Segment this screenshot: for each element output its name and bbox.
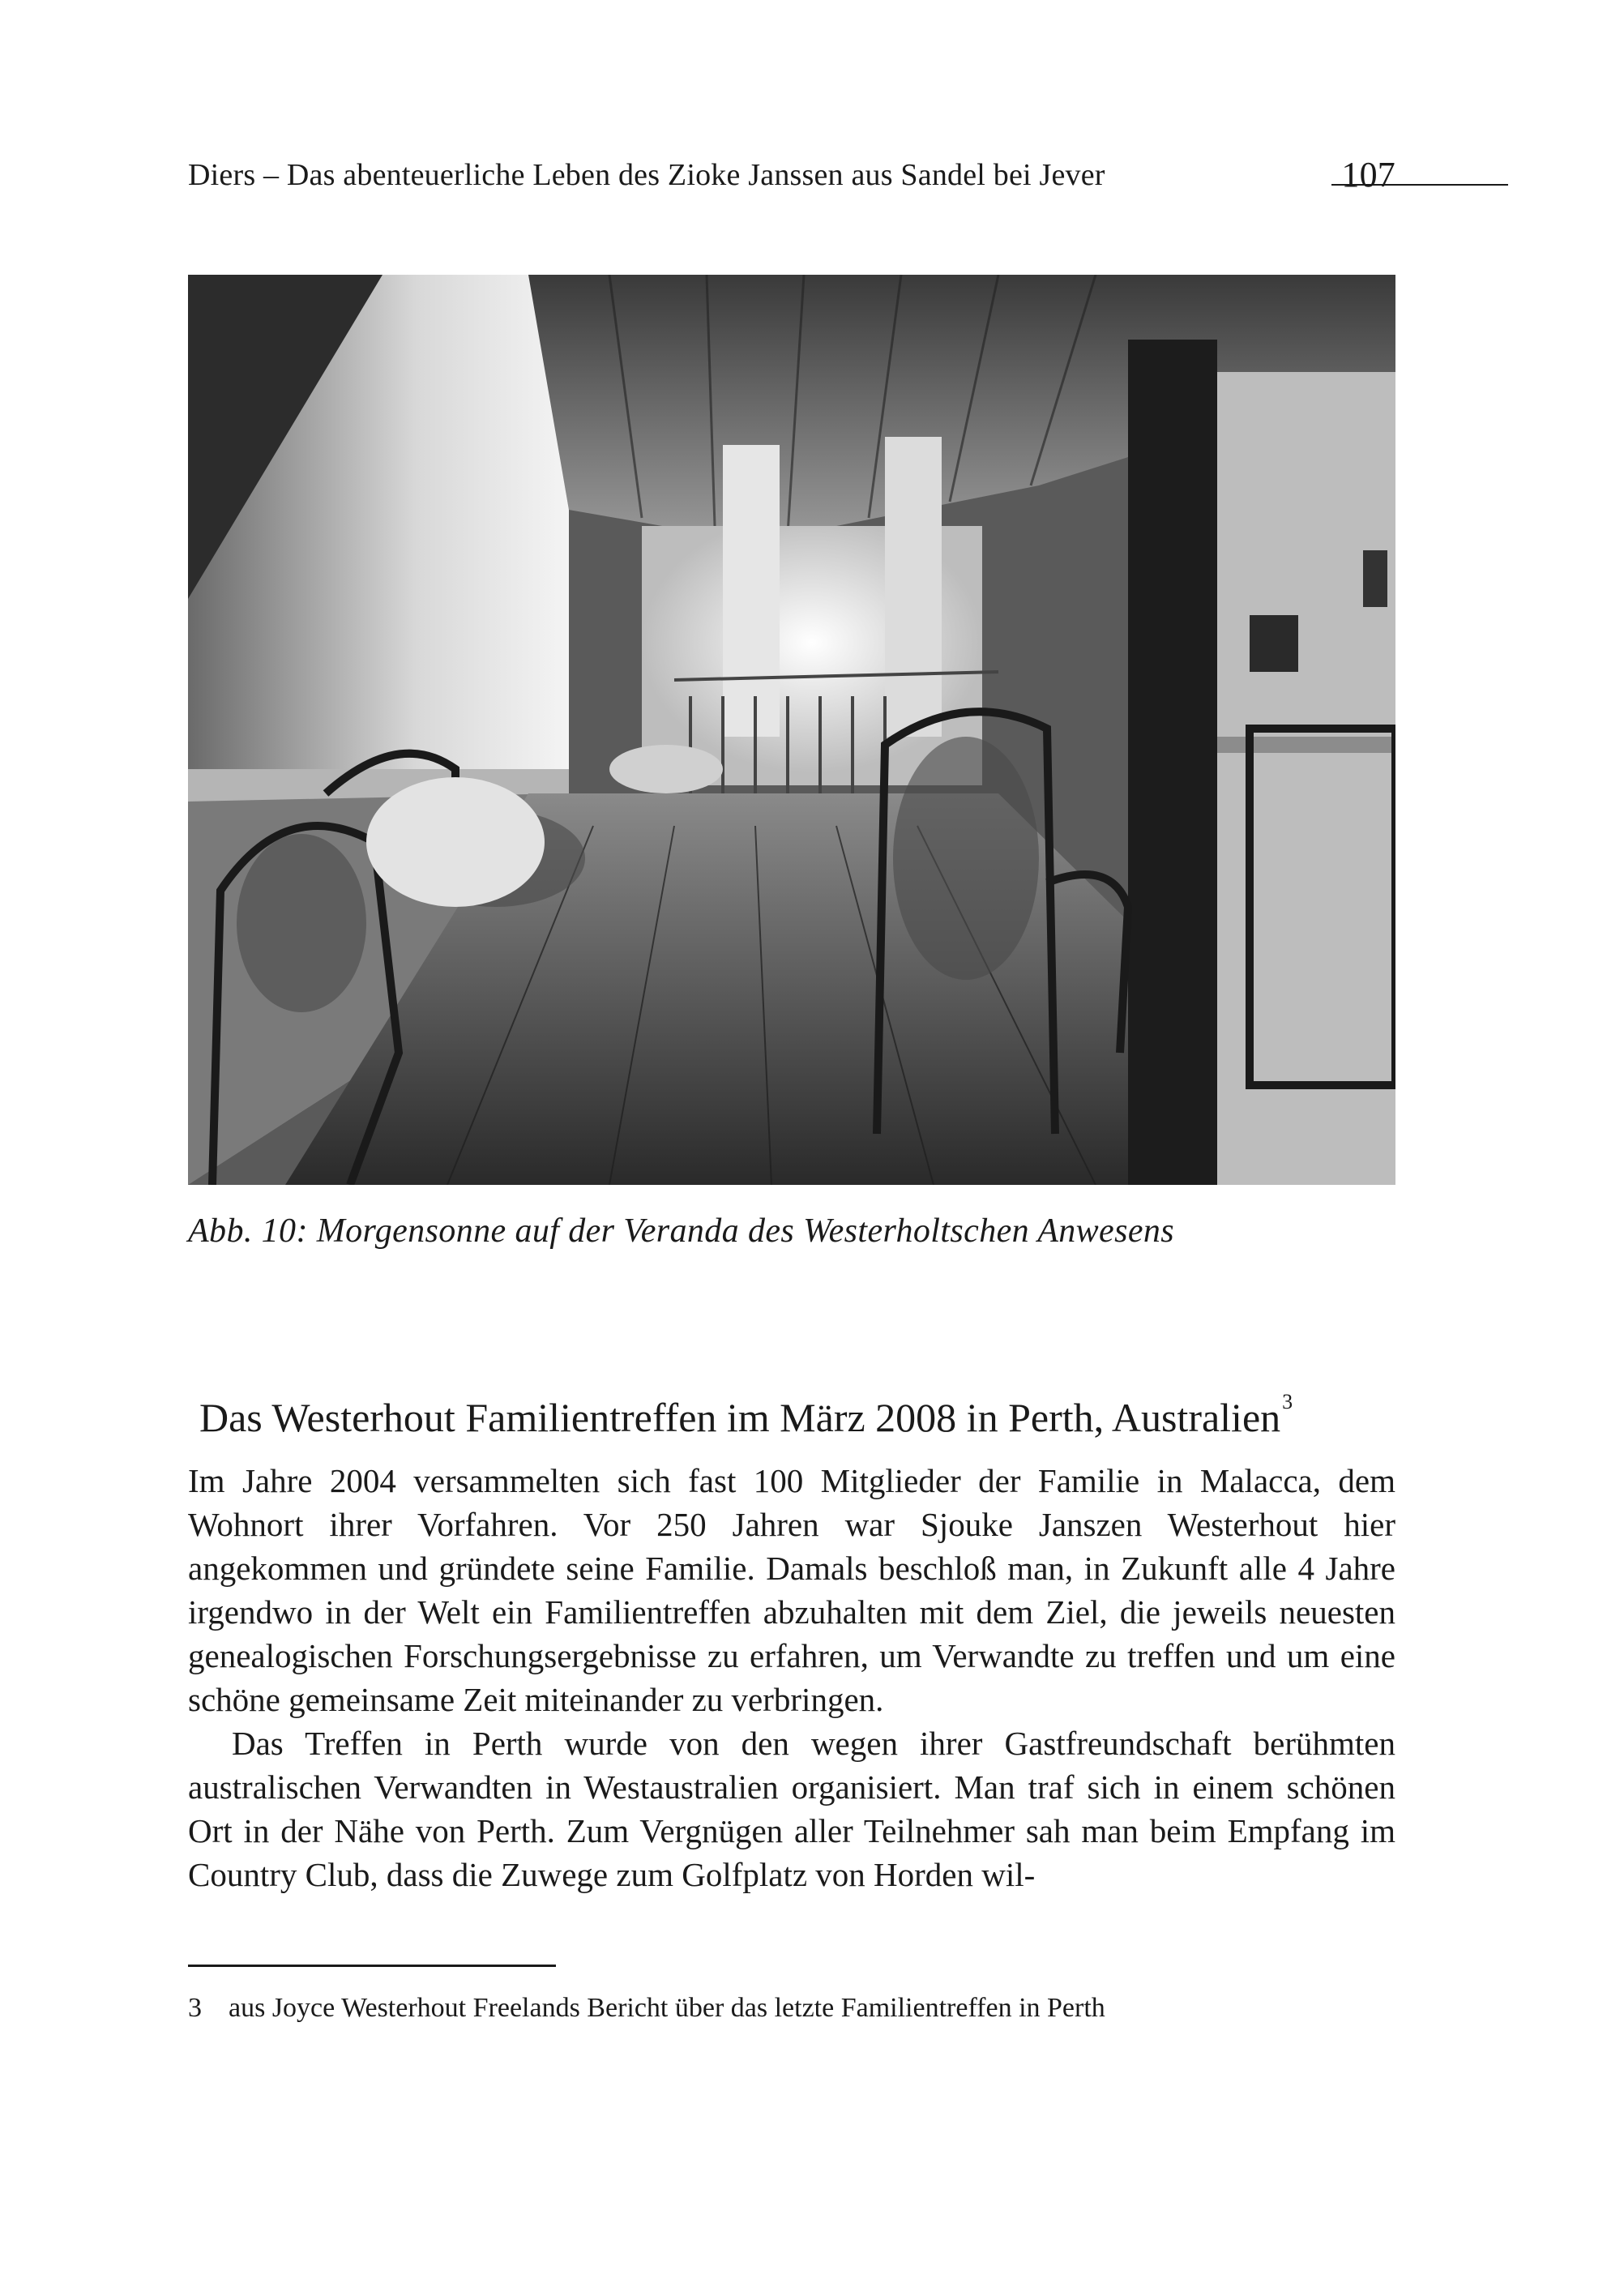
- section-heading-text: Das Westerhout Familientreffen im März 2008 in Perth, Australien: [199, 1395, 1281, 1440]
- footnote-reference[interactable]: 3: [1282, 1390, 1293, 1413]
- paragraph: Das Treffen in Perth wurde von den wegen ihrer Gastfreundschaft berühmten australischen Verwandten in Westaustralien organisiert. Man traf sich in einem schönen Ort in der Nähe von Perth. Zum Vergnügen aller Teilnehmer sah man beim Empfang im Country Club, dass die Zuwege zum Golfplatz von Horden wil-: [188, 1725, 1395, 1893]
- running-head: [188, 151, 1395, 199]
- footnote-number: 3: [188, 1993, 202, 2023]
- footnote-text: aus Joyce Westerhout Freelands Bericht über das letzte Familientreffen in Perth: [229, 1993, 1105, 2023]
- figure-caption: Abb. 10: Morgensonne auf der Veranda des Westerholtschen Anwesens: [188, 1212, 1175, 1250]
- body-text: [188, 1459, 1395, 1896]
- footnote: [188, 1986, 1395, 2031]
- section-heading: [199, 1370, 1407, 1440]
- veranda-photo-icon: [188, 275, 1395, 1185]
- veranda-photo: [188, 275, 1395, 1185]
- running-head-title: Diers – Das abenteuerliche Leben des Zioke Janssen aus Sandel bei Jever: [188, 158, 1105, 192]
- footnote-separator: [188, 1965, 556, 1967]
- page-number: 107: [1341, 155, 1395, 195]
- paragraph: Im Jahre 2004 versammelten sich fast 100 Mitglieder der Familie in Malacca, dem Wohnort ihrer Vorfahren. Vor 250 Jahren war Sjouke Janszen Westerhout hier angekommen und gründete seine Familie. Damals beschloß man, in Zukunft alle 4 Jahre irgendwo in der Welt ein Familientreffen abzuhalten mit dem Ziel, die jeweils neuesten genealogischen Forschungsergebnisse zu erfahren, um Verwandte zu treffen und um eine schöne gemeinsame Zeit miteinander zu verbringen.: [188, 1462, 1395, 1718]
